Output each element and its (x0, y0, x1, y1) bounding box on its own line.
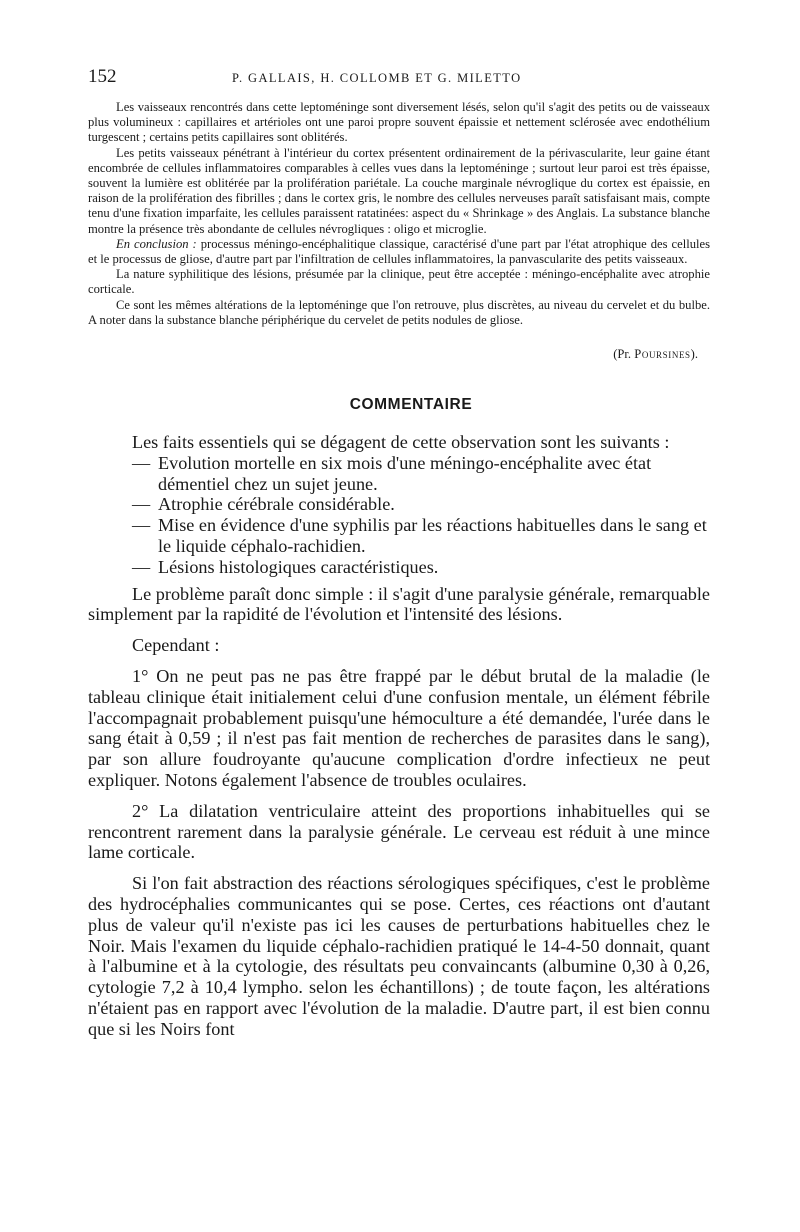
commentary-paragraph: Cependant : (132, 635, 220, 656)
signature-open: (Pr. (613, 347, 635, 362)
list-dash: — (132, 556, 151, 577)
list-item-text: Lésions histologiques caractéristiques. (158, 556, 439, 577)
list-item-text: Evolution mortelle en six mois d'une méningo-encéphalite avec état démentiel chez un sujet jeune. (158, 452, 652, 494)
conclusion-text: processus méningo-encéphalitique classique, caractérisé d'une part par l'état atrophique des cellules et le processus de gliose, d'autre part par l'infiltration de cellules inflammatoires, la panvascularite des petits vaisseaux. (88, 236, 710, 267)
list-item (132, 494, 710, 515)
report-paragraph: Les petits vaisseaux pénétrant à l'intérieur du cortex présentent ordinairement de la périvascularite, leur gaine étant encombrée de cellules inflammatoires comparables à celles vues dans la leptoméninge ; surtout leur paroi est très épaisse, souvent la lumière est oblitérée par la prolifération pariétale. La couche marginale névroglique du cortex est épaissie, en raison de la prolifération des fibrilles ; dans le cortex gris, le nombre des cellules nerveuses paraît satisfaisant mais, compte tenu d'une fixation imparfaite, les cellules paraissent ratatinées: aspect du « Shrinkage » des Anglais. La substance blanche montre la présence très abondante de cellules névrogliques : oligo et microglie. (88, 145, 710, 236)
report-paragraph: Les vaisseaux rencontrés dans cette leptoméninge sont diversement lésés, selon qu'il s'agit des petits ou de vaisseaux plus volumineux : capillaires et artérioles ont une paroi propre souvent épaissie et nettement sclérosée avec endothélium turgescent ; certains petits capillaires sont oblitérés. (88, 100, 710, 145)
running-header-authors: P. GALLAIS, H. COLLOMB ET G. MILETTO (232, 71, 522, 85)
commentary-intro: Les faits essentiels qui se dégagent de cette observation sont les suivants : (132, 432, 670, 453)
commentary-section (88, 432, 710, 1040)
pathology-report (88, 100, 710, 328)
report-paragraph: Ce sont les mêmes altérations de la leptoméninge que l'on retrouve, plus discrètes, au niveau du cervelet et du bulbe. A noter dans la substance blanche périphérique du cervelet de petits nodules de gliose. (88, 297, 710, 327)
commentary-paragraph: 2° La dilatation ventriculaire atteint des proportions inhabituelles qui se rencontrent rarement dans la paralysie générale. Le cerveau est réduit à une mince lame corticale. (88, 800, 710, 863)
report-signature (88, 347, 710, 362)
running-header (88, 66, 710, 88)
report-paragraph: La nature syphilitique des lésions, présumée par la clinique, peut être acceptée : méningo-encéphalite avec atrophie corticale. (88, 267, 710, 297)
list-item (132, 515, 710, 557)
list-item (132, 557, 710, 578)
conclusion-lead: En conclusion : (116, 236, 197, 251)
signature-close: ). (690, 347, 698, 362)
commentary-paragraph: Si l'on fait abstraction des réactions sérologiques spécifiques, c'est le problème des hydrocéphalies communicantes qui se pose. Certes, ces réactions ont d'autant plus de valeur qu'il n'existe pas ici les causes de perturbations habituelles chez le Noir. Mais l'examen du liquide céphalo-rachidien pratiqué le 14-4-50 donnait, quant à l'albumine et à la cytologie, des résultats peu convaincants (albumine 0,30 à 0,26, cytologie 7,2 à 10,4 lympho. selon les échantillons) ; de toute façon, les altérations n'étaient pas en rapport avec l'évolution de la maladie. D'autre part, il est bien connu que si les Noirs font (88, 873, 710, 1039)
section-heading: COMMENTAIRE (349, 396, 473, 414)
commentary-paragraph: 1° On ne peut pas ne pas être frappé par le début brutal de la maladie (le tableau clinique était initialement celui d'une confusion mentale, un élément fébrile l'accompagnait probablement puisqu'une hémoculture a été demandée, l'urée dans le sang était à 0,59 ; il n'est pas fait mention de recherches de parasites dans le sang), par son allure foudroyante qu'aucune complication d'ordre infectieux ne peut expliquer. Notons également l'absence de troubles oculaires. (88, 666, 710, 790)
commentary-paragraph: Le problème paraît donc simple : il s'agit d'une paralysie générale, remarquable simplement par la rapidité de l'évolution et l'intensité des lésions. (88, 583, 710, 625)
page-number: 152 (88, 66, 117, 87)
list-dash: — (132, 494, 151, 515)
document-page (88, 66, 710, 1040)
list-item-text: Mise en évidence d'une syphilis par les réactions habituelles dans le sang et le liquide céphalo-rachidien. (158, 515, 707, 557)
list-dash: — (132, 515, 151, 536)
list-item (132, 453, 710, 495)
list-dash: — (132, 452, 151, 473)
list-item-text: Atrophie cérébrale considérable. (158, 494, 395, 515)
signature-name: Poursines (634, 347, 691, 362)
report-conclusion-paragraph (88, 237, 710, 267)
